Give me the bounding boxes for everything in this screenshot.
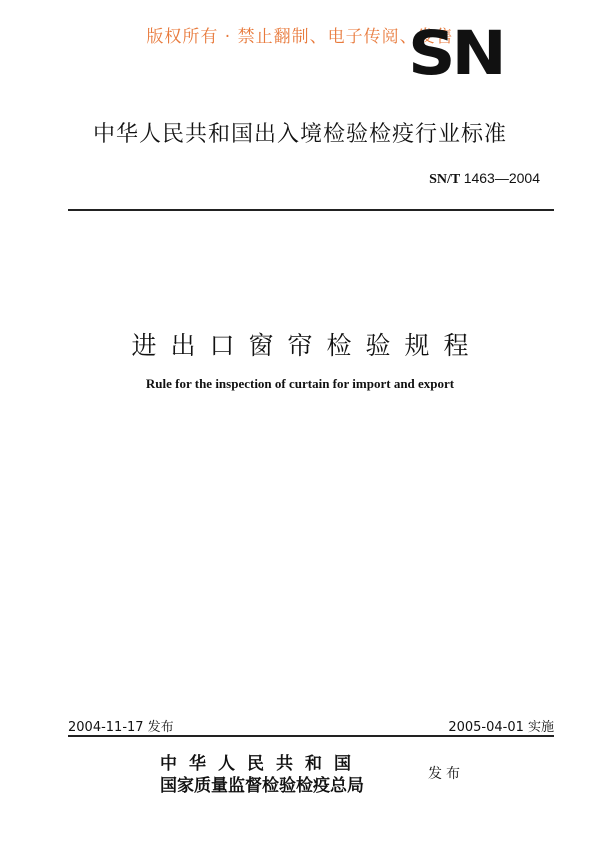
standard-code-number: 1463—2004 (463, 170, 540, 186)
issued-label: 发布 (428, 766, 464, 782)
release-date: 2004-11-17 发布 (68, 720, 174, 735)
document-title-cn: 进出口窗帘检验规程 (131, 331, 483, 360)
implementation-date: 2005-04-01 实施 (448, 720, 554, 735)
standard-category-heading: 中华人民共和国出入境检验检疫行业标准 (92, 122, 507, 147)
document-title-en: Rule for the inspection of curtain for import and export (145, 376, 455, 391)
top-divider (68, 209, 554, 211)
bottom-divider (68, 735, 554, 737)
sn-logo: SN (408, 17, 503, 89)
standard-code-prefix: SN/T (429, 172, 461, 187)
issuer-agency: 国家质量监督检验检疫总局 (160, 776, 364, 796)
issuer-country: 中华人民共和国 (160, 754, 363, 774)
standard-code (429, 170, 540, 188)
copyright-watermark: 版权所有 · 禁止翻制、电子传阅、发售 (146, 27, 454, 47)
